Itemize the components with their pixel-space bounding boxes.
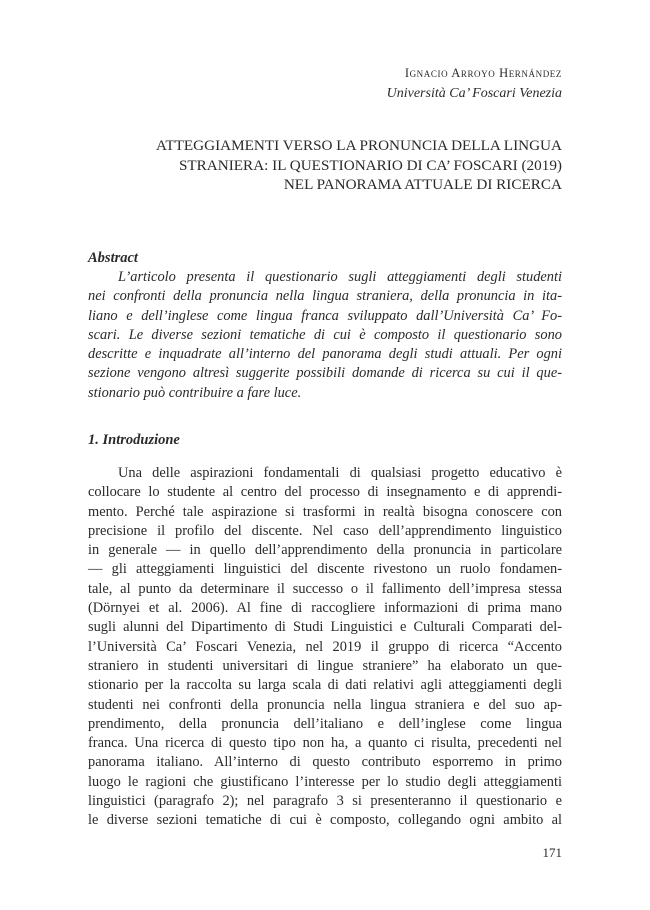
body-line: studenti nei confronti della pronuncia nella lingua straniera e del suo ap-: [88, 696, 562, 713]
body-line: (Dörnyei et al. 2006). Al fine di raccogliere informazioni di prima mano: [88, 600, 562, 617]
body-line: sugli alunni del Dipartimento di Studi Linguistici e Culturali Comparati del-: [88, 619, 562, 636]
title-line: NEL PANORAMA ATTUALE DI RICERCA: [283, 176, 562, 193]
abstract-heading: Abstract: [88, 250, 138, 266]
abstract-line: nei confronti della pronuncia nella lingua straniera, della pronuncia in ita-: [88, 288, 562, 305]
body-line: stionario per la raccolta su larga scala di dati relativi agli atteggiamenti degli: [88, 677, 562, 694]
body-line: straniero in studenti universitari di lingue straniere” ha elaborato un que-: [88, 657, 562, 674]
abstract-line: stionario può contribuire a fare luce.: [88, 384, 302, 401]
body-line: panorama italiano. All’interno di questo contributo esporremo in primo: [88, 754, 562, 771]
body-line: precisione il profilo del discente. Nel caso dell’apprendimento linguistico: [88, 522, 562, 539]
body-line: tale, al punto da determinare il successo o il fallimento dell’impresa stessa: [88, 580, 562, 597]
abstract-line: liano e dell’inglese come lingua franca sviluppato dall’Università Ca’ Fo-: [88, 307, 562, 324]
body-line: franca. Una ricerca di questo tipo non ha, a quanto ci risulta, precedenti nel: [88, 735, 562, 752]
body-line: collocare lo studente al centro del processo di insegnamento e di apprendi-: [88, 484, 562, 501]
abstract-line: L’articolo presenta il questionario sugli atteggiamenti degli studenti: [118, 269, 562, 285]
abstract-line: sezione vengono altresì suggerite possibili domande di ricerca su cui il que-: [88, 365, 562, 382]
body-line: — gli atteggiamenti linguistici del discente rivestono un ruolo fondamen-: [88, 561, 562, 578]
body-line: mento. Perché tale aspirazione si trasformi in realtà bisogna conoscere con: [88, 503, 562, 520]
body-line: le diverse sezioni tematiche di cui è composto, collegando ogni ambito al: [88, 812, 562, 829]
author-affiliation: Università Ca’ Foscari Venezia: [386, 86, 562, 101]
title-line: ATTEGGIAMENTI VERSO LA PRONUNCIA DELLA LINGUA: [156, 137, 562, 154]
body-line: linguistici (paragrafo 2); nel paragrafo 3 si presenteranno il questionario e: [88, 793, 562, 810]
article-title: [102, 136, 562, 195]
body-line: Una delle aspirazioni fondamentali di qualsiasi progetto educativo è: [118, 465, 562, 481]
page-number: 171: [542, 845, 562, 860]
section-heading: 1. Introduzione: [88, 432, 180, 448]
abstract-line: scari. Le diverse sezioni tematiche di cui è composto il questionario sono: [88, 326, 562, 343]
body-line: prendimento, della pronuncia dell’italiano e dell’inglese come lingua: [88, 715, 562, 732]
abstract-line: descritte e inquadrate all’interno del panorama degli studi attuali. Per ogni: [88, 346, 562, 363]
abstract-body: [88, 268, 562, 403]
body-line: luogo le ragioni che giustificano l’interesse per lo studio degli atteggiamenti: [88, 773, 562, 790]
body-line: l’Università Ca’ Foscari Venezia, nel 2019 il gruppo di ricerca “Accento: [88, 638, 562, 655]
title-line: STRANIERA: IL QUESTIONARIO DI CA’ FOSCARI (2019): [178, 156, 562, 174]
author-name: Ignacio Arroyo Hernández: [404, 66, 562, 80]
body-line: in generale — in quello dell’apprendimento della pronuncia in particolare: [88, 542, 562, 559]
section-body: [88, 464, 562, 831]
